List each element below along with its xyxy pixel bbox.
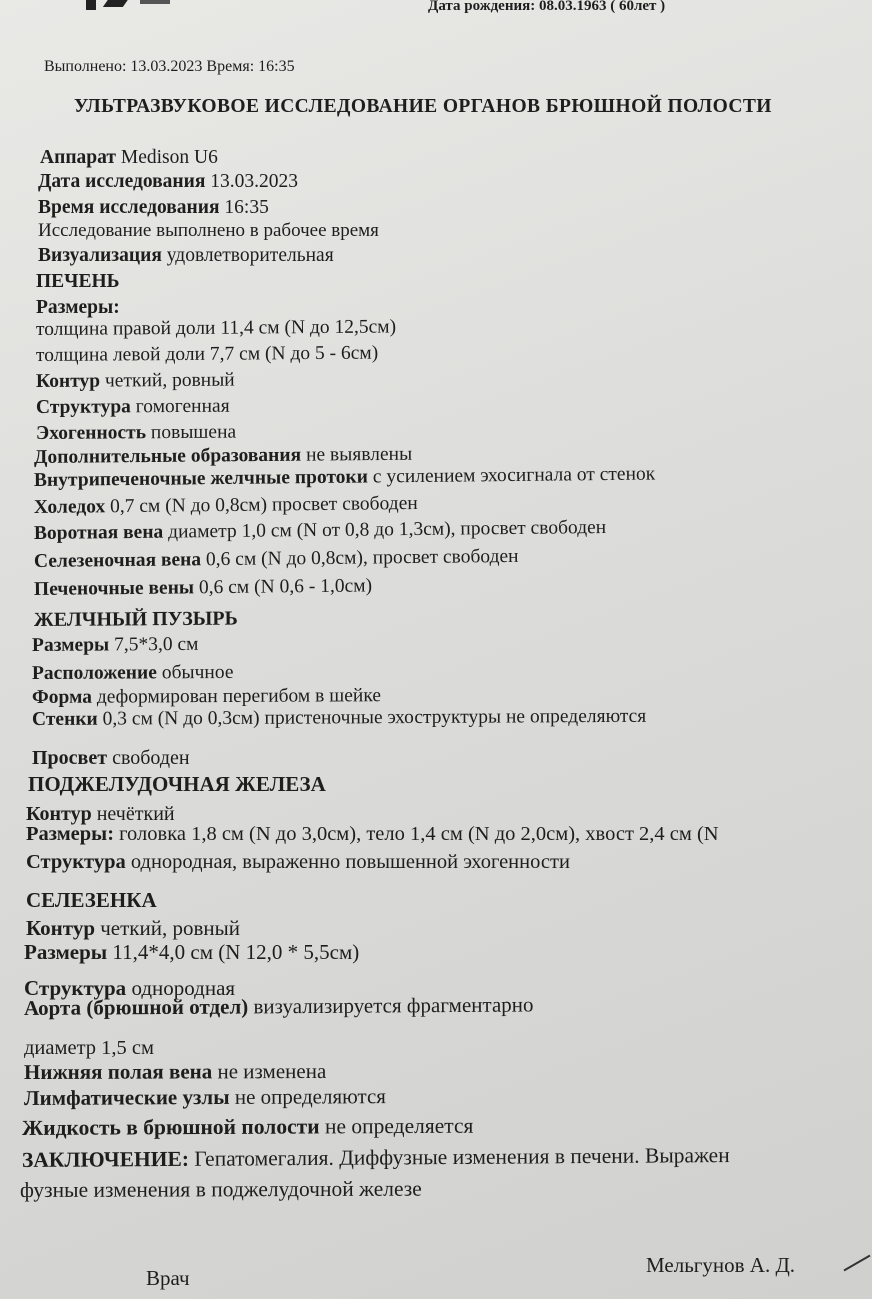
report-line (24, 992, 534, 1020)
section-heading (26, 888, 157, 912)
report-line (32, 746, 190, 770)
line-value: 0,7 см (N до 0,8см) просвет свободен (105, 492, 418, 518)
line-value: головка 1,8 см (N до 3,0см), тело 1,4 см (N до 2,0см), хвост 2,4 см (N (114, 823, 719, 845)
line-label: ПОДЖЕЛУДОЧНАЯ ЖЕЛЕЗА (28, 772, 326, 796)
report-line (22, 1143, 730, 1172)
report-line (34, 545, 519, 574)
line-label: Внутрипеченочные желчные протоки (33, 466, 369, 491)
line-label: Размеры: (26, 823, 115, 845)
section-heading (28, 772, 326, 796)
report-line (34, 574, 372, 602)
report-line (38, 196, 269, 220)
line-label: Структура (24, 976, 127, 1000)
report-line (32, 705, 646, 732)
report-line (36, 342, 378, 368)
line-value: однородная, выраженно повышенной эхогенности (125, 851, 570, 873)
line-value: 7,5*3,0 см (109, 633, 199, 656)
report-line (22, 1114, 473, 1140)
line-value: 0,6 см (N 0,6 - 1,0см) (193, 575, 373, 599)
line-label: Нижняя полая вена (23, 1059, 213, 1084)
report-line (36, 421, 236, 446)
line-value: не выявлены (301, 443, 413, 466)
line-label: Структура (35, 396, 131, 418)
line-label: Дата исследования (38, 171, 206, 192)
line-label: Жидкость в брюшной полости (21, 1114, 320, 1140)
line-value: свободен (107, 747, 190, 769)
report-line (38, 170, 298, 194)
clinic-logo (86, 0, 132, 12)
line-value: визуализируется фрагментарно (248, 992, 534, 1019)
logo-caption (140, 0, 170, 4)
line-label: ПЕЧЕНЬ (36, 271, 120, 292)
performed-datetime: Выполнено: 13.03.2023 Время: 16:35 (44, 58, 295, 75)
line-value: деформирован перегибом в шейке (91, 685, 382, 708)
line-value: однородная (126, 976, 236, 1000)
report-line (40, 146, 218, 170)
line-label: Структура (26, 851, 126, 873)
line-value: 0,6 см (N до 0,8см), просвет свободен (201, 545, 519, 571)
line-value: обычное (156, 661, 234, 684)
report-line (38, 244, 334, 268)
line-value: 13.03.2023 (205, 171, 299, 192)
report-line (26, 850, 570, 874)
report-line (36, 296, 120, 320)
line-value: не определяется (319, 1113, 474, 1139)
line-label: Лимфатические узлы (23, 1084, 230, 1110)
line-value: 16:35 (219, 197, 269, 218)
report-line (34, 492, 418, 520)
line-value: Исследование выполнено в рабочее время (38, 220, 379, 241)
report-line (34, 462, 655, 493)
line-label: Аорта (брюшной отдел) (23, 994, 249, 1020)
line-label: Контур (26, 803, 92, 825)
report-line (24, 940, 359, 964)
line-value: толщина правой доли 11,4 см (N до 12,5см) (35, 316, 397, 340)
line-label: Время исследования (38, 197, 220, 218)
line-label: Расположение (31, 662, 157, 684)
line-label: Эхогенность (35, 422, 147, 444)
line-value: 0,3 см (N до 0,3см) пристеночные эхоструктуры не определяются (97, 705, 647, 730)
line-value: Гепатомегалия. Диффузные изменения в печени. Выражен (188, 1143, 730, 1171)
line-value: гомогенная (130, 395, 230, 418)
line-label: ЖЕЛЧНЫЙ ПУЗЫРЬ (33, 607, 238, 631)
report-line (34, 516, 606, 546)
section-heading (34, 607, 238, 632)
report-line (24, 1084, 386, 1110)
line-label: ЗАКЛЮЧЕНИЕ: (21, 1146, 190, 1172)
line-value: повышена (145, 421, 237, 444)
line-value: с усилением эхосигнала от стенок (367, 463, 656, 488)
line-label: Воротная вена (33, 521, 164, 544)
line-value: диаметр 1,5 см (24, 1037, 154, 1059)
line-label: Форма (31, 686, 93, 708)
report-line (32, 633, 199, 658)
line-label: Холедох (33, 496, 106, 518)
line-label: СЕЛЕЗЕНКА (26, 888, 157, 912)
signature-name: Мельгунов А. Д. (646, 1253, 796, 1277)
line-label: Размеры (24, 940, 108, 964)
report-line (24, 1059, 326, 1084)
line-value: удовлетворительная (161, 245, 334, 266)
line-label: Визуализация (38, 245, 162, 266)
line-label: Размеры: (36, 297, 120, 318)
report-line (36, 315, 396, 342)
line-value: фузные изменения в поджелудочной железе (19, 1176, 422, 1202)
signature-scribble (844, 1255, 871, 1272)
line-label: Контур (35, 370, 101, 392)
line-label: Дополнительные образования (33, 444, 302, 468)
report-line (26, 916, 240, 940)
line-value: четкий, ровный (99, 369, 235, 392)
line-label: Контур (26, 916, 95, 940)
line-value: не изменена (212, 1058, 327, 1084)
birth-date: Дата рождения: 08.03.1963 ( 60лет ) (428, 0, 666, 14)
line-label: Аппарат (40, 147, 116, 168)
report-title: УЛЬТРАЗВУКОВОЕ ИССЛЕДОВАНИЕ ОРГАНОВ БРЮШНОЙ ПОЛОСТИ (74, 96, 772, 117)
line-value: не определяются (229, 1084, 386, 1109)
report-line (38, 219, 379, 243)
line-label: Просвет (32, 747, 108, 769)
line-value: нечёткий (91, 803, 175, 825)
line-value: толщина левой доли 7,7 см (N до 5 - 6см) (35, 342, 379, 366)
report-line (24, 1036, 154, 1060)
line-value: диаметр 1,0 см (N от 0,8 до 1,3см), просвет свободен (163, 517, 607, 543)
line-label: Стенки (31, 708, 98, 730)
report-line (32, 661, 234, 686)
line-label: Печеночные вены (33, 577, 195, 600)
report-line (36, 369, 235, 394)
report-line (26, 822, 719, 846)
line-value: четкий, ровный (95, 916, 240, 940)
signature-role: Врач (146, 1266, 190, 1290)
line-label: Размеры (31, 634, 110, 656)
line-label: Селезеночная вена (33, 549, 202, 572)
line-value: Medison U6 (115, 147, 218, 168)
report-line (36, 395, 230, 420)
report-line (20, 1177, 422, 1202)
line-value: 11,4*4,0 см (N 12,0 * 5,5см) (107, 940, 360, 964)
section-heading (36, 270, 120, 294)
